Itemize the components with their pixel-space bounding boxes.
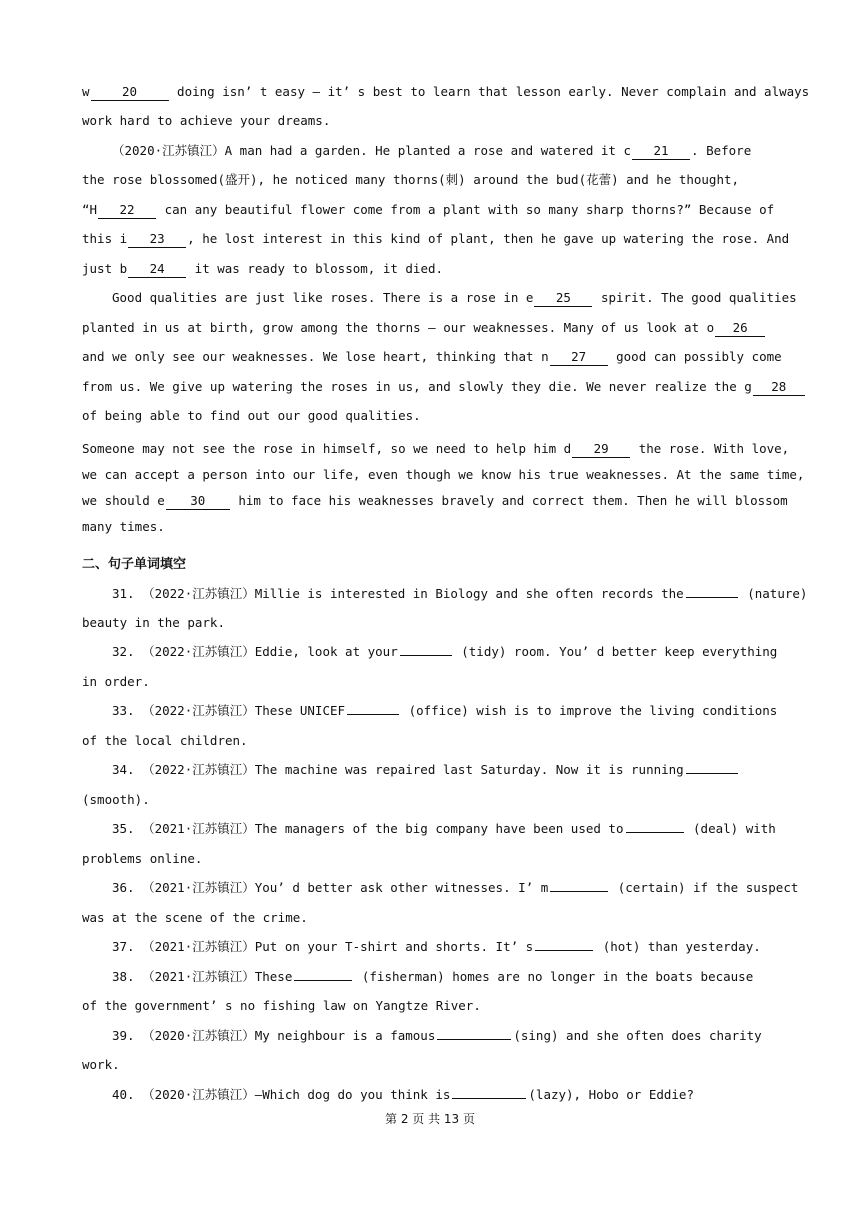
passage-line: and we only see our weaknesses. We lose heart, thinking that n 27 good can possibly come [82,349,782,364]
passage-line: work hard to achieve your dreams. [82,113,331,128]
question-36: 36. （2021·江苏镇江）You’ d better ask other witnesses. I’ m (certain) if the suspect [112,877,782,899]
passage-line: this i 23 , he lost interest in this kind of plant, then he gave up watering the rose. And [82,231,790,246]
passage-line: Good qualities are just like roses. There is a rose in e 25 spirit. The good qualities [112,290,797,305]
question-37: 37. （2021·江苏镇江）Put on your T-shirt and shorts. It’ s (hot) than yesterday. [112,936,782,958]
blank-28[interactable]: 28 [753,379,805,396]
question-39-cont: work. [82,1057,120,1072]
passage-line: we can accept a person into our life, even though we know his true weaknesses. At the same time, [82,467,805,482]
passage-line: of being able to find out our good qualities. [82,408,421,423]
blank-25[interactable]: 25 [534,290,592,307]
question-31: 31. （2022·江苏镇江）Millie is interested in Biology and she often records the (nature) [112,583,792,605]
section-title: 二、句子单词填空 [82,557,187,572]
question-33: 33. （2022·江苏镇江）These UNICEF (office) wish is to improve the living conditions [112,700,782,722]
answer-blank[interactable] [535,936,593,951]
passage-line: （2020·江苏镇江）A man had a garden. He planted a rose and watered it c 21 . Before [112,143,752,158]
answer-blank[interactable] [452,1084,526,1099]
passage-line: from us. We give up watering the roses in us, and slowly they die. We never realize the g 28 [82,376,782,398]
question-34: 34. （2022·江苏镇江）The machine was repaired last Saturday. Now it is running [112,759,782,781]
page-footer: 第 2 页 共 13 页 [385,1112,475,1126]
question-39: 39. （2020·江苏镇江）My neighbour is a famous (sing) and she often does charity [112,1025,782,1047]
question-34-cont: (smooth). [82,792,150,807]
blank-30[interactable]: 30 [166,493,230,510]
blank-23[interactable]: 23 [128,231,186,248]
answer-blank[interactable] [437,1025,511,1040]
blank-22[interactable]: 22 [98,202,156,219]
passage-line: many times. [82,519,165,534]
passage-line: just b 24 it was ready to blossom, it died. [82,261,444,276]
blank-21[interactable]: 21 [632,143,690,160]
question-33-cont: of the local children. [82,733,248,748]
blank-26[interactable]: 26 [715,320,765,337]
passage-line: “H 22 can any beautiful flower come from a plant with so many sharp thorns?” Because of [82,202,775,217]
answer-blank[interactable] [626,818,684,833]
question-32: 32. （2022·江苏镇江）Eddie, look at your (tidy) room. You’ d better keep everything [112,641,782,663]
answer-blank[interactable] [550,877,608,892]
answer-blank[interactable] [347,700,399,715]
question-38-cont: of the government’ s no fishing law on Yangtze River. [82,998,481,1013]
question-38: 38. （2021·江苏镇江）These (fisherman) homes are no longer in the boats because [112,966,782,988]
question-32-cont: in order. [82,674,150,689]
question-35: 35. （2021·江苏镇江）The managers of the big company have been used to (deal) with [112,818,782,840]
passage-line: Someone may not see the rose in himself, so we need to help him d 29 the rose. With love, [82,441,790,456]
passage-line: the rose blossomed(盛开), he noticed many thorns(刺) around the bud(花蕾) and he thought, [82,172,740,187]
question-31-cont: beauty in the park. [82,615,225,630]
question-36-cont: was at the scene of the crime. [82,910,308,925]
question-40: 40. （2020·江苏镇江）—Which dog do you think is (lazy), Hobo or Eddie? [112,1084,782,1106]
answer-blank[interactable] [294,966,352,981]
answer-blank[interactable] [400,641,452,656]
passage-line: w 20 doing isn’ t easy — it’ s best to learn that lesson early. Never complain and always [82,84,810,99]
answer-blank[interactable] [686,759,738,774]
passage-line: we should e 30 him to face his weaknesses bravely and correct them. Then he will blossom [82,493,788,508]
blank-27[interactable]: 27 [550,349,608,366]
answer-blank[interactable] [686,583,738,598]
blank-24[interactable]: 24 [128,261,186,278]
blank-20[interactable]: 20 [91,84,169,101]
passage-line: planted in us at birth, grow among the thorns — our weaknesses. Many of us look at o 26 [82,317,782,339]
blank-29[interactable]: 29 [572,441,630,458]
question-35-cont: problems online. [82,851,203,866]
